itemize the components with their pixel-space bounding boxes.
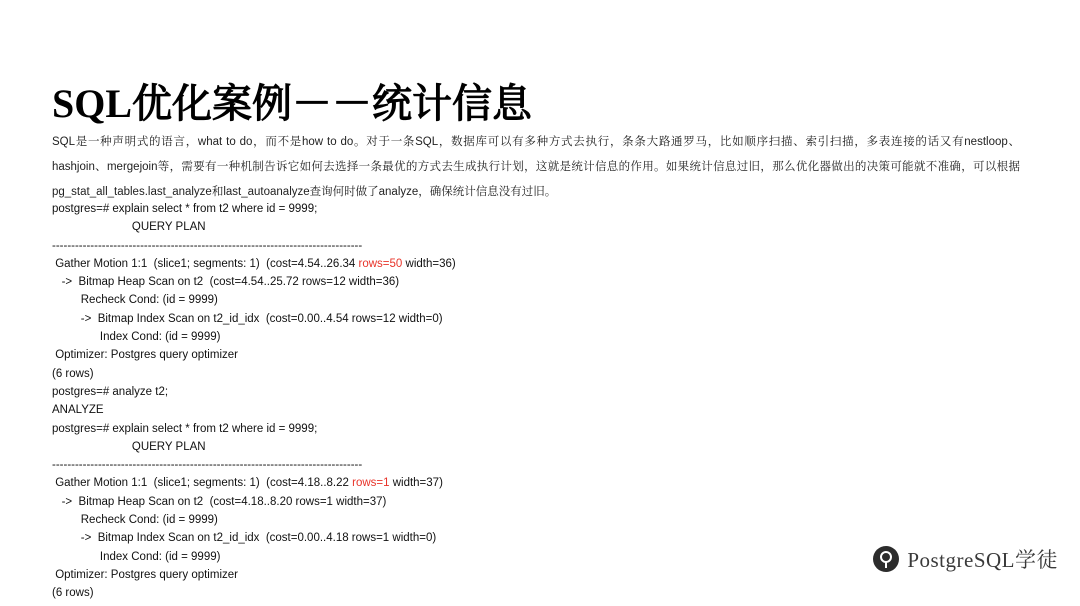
console-line: postgres=# analyze t2;: [52, 385, 169, 398]
console-line-post: width=36): [402, 257, 456, 270]
console-line: Recheck Cond: (id = 9999): [52, 514, 218, 527]
watermark: [873, 544, 1058, 574]
watermark-label: PostgreSQL学徒: [907, 548, 1058, 572]
console-line: Optimizer: Postgres query optimizer: [52, 568, 238, 581]
console-line: postgres=# explain select * from t2 where id = 9999;: [52, 203, 318, 215]
console-line: [52, 255, 812, 273]
console-rows-highlight: rows=50: [358, 257, 403, 270]
console-line-post: width=37): [389, 477, 443, 490]
console-line: -> Bitmap Index Scan on t2_id_idx (cost=0.00..4.54 rows=12 width=0): [52, 312, 443, 325]
console-line: (6 rows): [52, 367, 94, 380]
console-line-pre: Gather Motion 1:1 (slice1; segments: 1) (cost=4.18..8.22: [52, 477, 353, 490]
console-line-pre: Gather Motion 1:1 (slice1; segments: 1) (cost=4.54..26.34: [52, 257, 359, 270]
console-line: Index Cond: (id = 9999): [52, 331, 221, 344]
console-line: -> Bitmap Index Scan on t2_id_idx (cost=0.00..4.18 rows=1 width=0): [52, 532, 437, 545]
console-line: -> Bitmap Heap Scan on t2 (cost=4.54..25.72 rows=12 width=36): [52, 276, 400, 289]
circle-logo-icon: [873, 546, 899, 572]
console-line: ANALYZE: [52, 404, 104, 417]
console-line: -> Bitmap Heap Scan on t2 (cost=4.18..8.20 rows=1 width=37): [52, 495, 387, 508]
console-rows-highlight: rows=1: [352, 477, 390, 490]
console-line: Index Cond: (id = 9999): [52, 550, 221, 563]
console-line: QUERY PLAN: [52, 440, 206, 453]
console-output: [52, 200, 812, 603]
intro-paragraph: SQL是一种声明式的语言，what to do，而不是how to do。对于一条SQL，数据库可以有多种方式去执行，条条大路通罗马，比如顺序扫描、索引扫描，多表连接的话又有nestloop、hashjoin、mergejoin等，需要有一种机制告诉它如何去选择一条最优的方式去生成执行计划，这就是统计信息的作用。如果统计信息过旧，那么优化器做出的决策可能就不准确，可以根据pg_stat_all_tables.last_analyze和last_autoanalyze查询何时做了analyze，确保统计信息没有过旧。: [52, 135, 1020, 198]
console-line: (6 rows): [52, 587, 94, 600]
console-line: [52, 474, 812, 492]
console-line: Recheck Cond: (id = 9999): [52, 294, 218, 307]
console-line: QUERY PLAN: [52, 221, 206, 234]
console-line: postgres=# explain select * from t2 where id = 9999;: [52, 422, 318, 435]
console-line: ---------------------------------------------------------------------------------: [52, 459, 363, 472]
console-line: Optimizer: Postgres query optimizer: [52, 349, 238, 362]
console-line: ---------------------------------------------------------------------------------: [52, 239, 363, 252]
page-title: SQL优化案例－－统计信息: [52, 80, 533, 126]
